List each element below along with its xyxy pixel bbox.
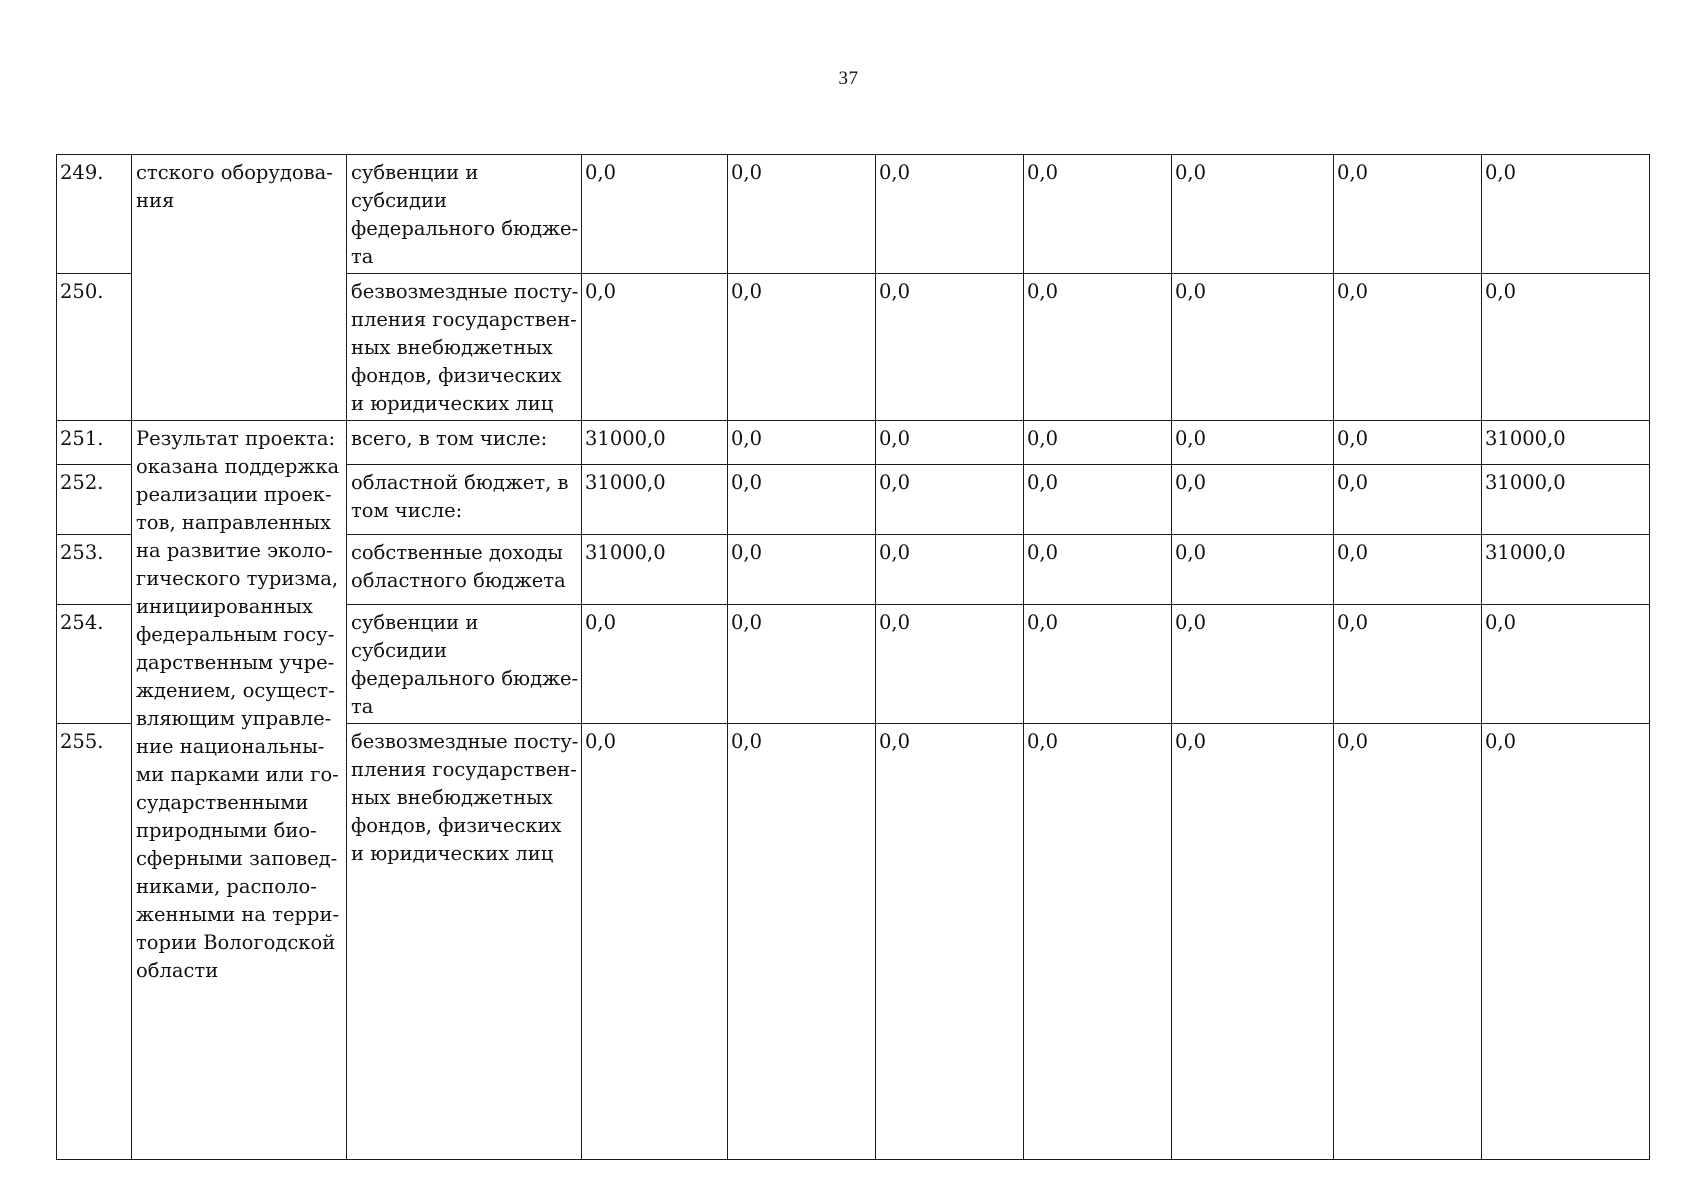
value-cell: 0,0: [1024, 155, 1172, 274]
value-cell: 0,0: [728, 724, 876, 1160]
value-cell: 0,0: [1024, 605, 1172, 724]
funding-source: всего, в том числе:: [347, 421, 582, 465]
value-cell: 0,0: [1172, 155, 1334, 274]
value-cell: 0,0: [1024, 724, 1172, 1160]
group-description: стского оборудова-ния: [132, 155, 347, 421]
value-cell: 0,0: [728, 421, 876, 465]
value-cell: 0,0: [1334, 535, 1482, 605]
value-cell: 0,0: [1172, 465, 1334, 535]
value-cell: 0,0: [728, 605, 876, 724]
funding-source: безвозмездные посту-пления государствен-ных внебюджетных фондов, физических и юридических лиц: [347, 724, 582, 1160]
value-cell: 0,0: [1482, 155, 1650, 274]
funding-source: субвенции и субсидии федерального бюдже-та: [347, 605, 582, 724]
value-cell: 0,0: [1024, 535, 1172, 605]
value-cell: 0,0: [582, 605, 728, 724]
row-number: 251.: [57, 421, 132, 465]
value-cell: 31000,0: [582, 465, 728, 535]
value-cell: 0,0: [1172, 724, 1334, 1160]
value-cell: 0,0: [582, 724, 728, 1160]
value-cell: 0,0: [728, 535, 876, 605]
value-cell: 0,0: [876, 535, 1024, 605]
row-number: 253.: [57, 535, 132, 605]
value-cell: 0,0: [1334, 421, 1482, 465]
value-cell: 0,0: [1172, 274, 1334, 421]
value-cell: 0,0: [1024, 274, 1172, 421]
value-cell: 31000,0: [582, 421, 728, 465]
value-cell: 0,0: [1172, 605, 1334, 724]
value-cell: 0,0: [1334, 465, 1482, 535]
value-cell: 0,0: [876, 724, 1024, 1160]
value-cell: 31000,0: [1482, 421, 1650, 465]
value-cell: 0,0: [728, 465, 876, 535]
value-cell: 0,0: [1334, 155, 1482, 274]
row-number: 252.: [57, 465, 132, 535]
value-cell: 0,0: [1482, 605, 1650, 724]
value-cell: 0,0: [1172, 535, 1334, 605]
table-row: [57, 155, 1650, 274]
value-cell: 0,0: [876, 155, 1024, 274]
value-cell: 0,0: [1024, 465, 1172, 535]
value-cell: 0,0: [1334, 274, 1482, 421]
value-cell: 0,0: [582, 155, 728, 274]
value-cell: 31000,0: [1482, 465, 1650, 535]
page-number: 37: [838, 68, 859, 89]
value-cell: 0,0: [876, 465, 1024, 535]
value-cell: 31000,0: [1482, 535, 1650, 605]
funding-source: собственные доходы областного бюджета: [347, 535, 582, 605]
value-cell: 0,0: [876, 421, 1024, 465]
value-cell: 0,0: [728, 155, 876, 274]
value-cell: 0,0: [1482, 274, 1650, 421]
value-cell: 0,0: [582, 274, 728, 421]
funding-source: областной бюджет, в том числе:: [347, 465, 582, 535]
value-cell: 0,0: [1334, 724, 1482, 1160]
group-description: Результат проекта: оказана поддержка реализации проек-тов, направленных на развитие эколо-гического туризма, инициированных федеральным госу-дарственным учре-ждением, осущест-вляющим управле-ние национальны-ми парками или го-сударственными природными био-сферными заповед-никами, располо-женными на терри-тории Вологодской области: [132, 421, 347, 1160]
value-cell: 0,0: [728, 274, 876, 421]
value-cell: 31000,0: [582, 535, 728, 605]
row-number: 249.: [57, 155, 132, 274]
row-number: 250.: [57, 274, 132, 421]
value-cell: 0,0: [876, 274, 1024, 421]
funding-source: безвозмездные посту-пления государствен-ных внебюджетных фондов, физических и юридических лиц: [347, 274, 582, 421]
table-row: [57, 421, 1650, 465]
value-cell: 0,0: [1334, 605, 1482, 724]
budget-table: [56, 154, 1650, 1160]
value-cell: 0,0: [1024, 421, 1172, 465]
funding-source: субвенции и субсидии федерального бюдже-та: [347, 155, 582, 274]
value-cell: 0,0: [1172, 421, 1334, 465]
row-number: 255.: [57, 724, 132, 1160]
value-cell: 0,0: [1482, 724, 1650, 1160]
row-number: 254.: [57, 605, 132, 724]
value-cell: 0,0: [876, 605, 1024, 724]
